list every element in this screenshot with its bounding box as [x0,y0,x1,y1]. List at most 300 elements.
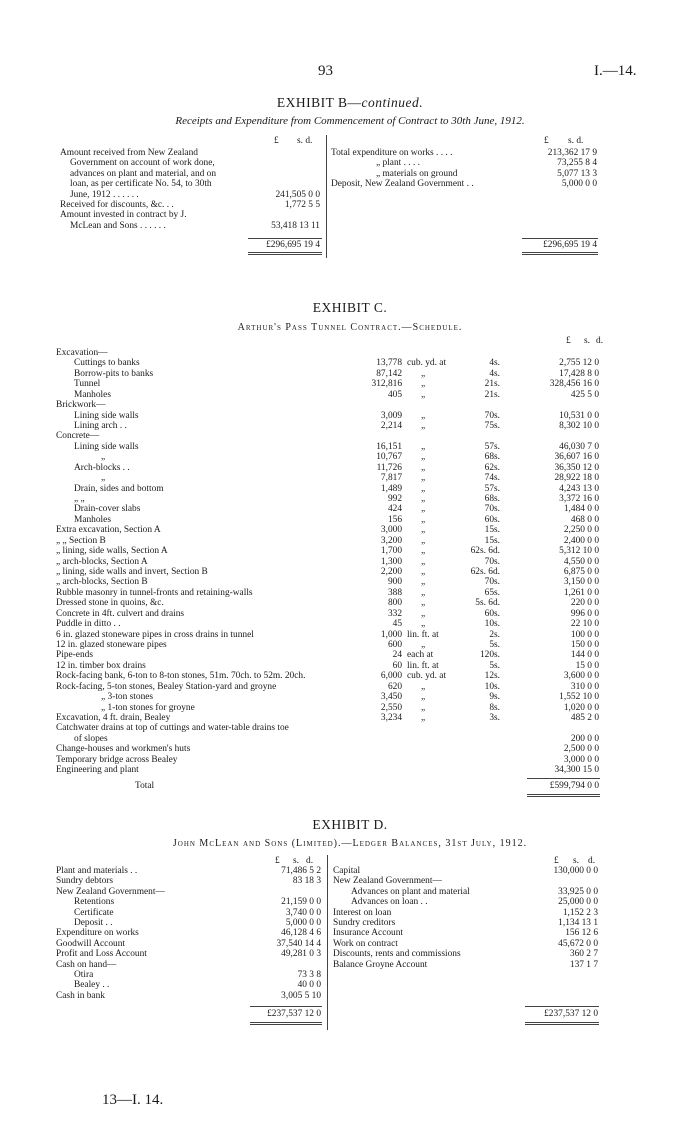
exc-row [0,411,700,422]
exc-row-rate: 70s. [484,504,500,515]
exc-row-amount: 15 0 0 [575,660,599,671]
exc-row [0,431,700,442]
exc-row-unit: each at [407,650,434,661]
exc-row-label: „ 1-ton stones for groyne [101,702,195,713]
exd-left-amount: 37,540 14 4 [276,938,321,949]
exb-left-line: Received for discounts, &c. . . [60,200,174,210]
exc-row-unit: „ [421,577,426,588]
exc-row-amount: 4,550 0 0 [563,556,599,567]
exc-row-qty: 800 [387,598,402,609]
exd-right-row [330,949,700,960]
exc-row-rate: 57s. [484,483,500,494]
exc-row-amount: 36,350 12 0 [554,462,599,473]
exd-right-row [330,960,700,971]
exc-row [0,723,700,734]
exc-row-unit: „ [421,525,426,536]
exc-row-unit: „ [421,504,426,515]
exc-row-amount: 2,755 12 0 [559,358,599,369]
exd-right-total: £237,537 12 0 [544,1009,598,1019]
exc-row-label: 6 in. glazed stoneware pipes in cross drains in tunnel [56,629,254,640]
exd-left-label: Bealey . . [74,980,110,991]
exc-row-unit: „ [421,567,426,578]
exc-total-amount: £599,794 0 0 [549,780,599,791]
exb-left-line: Amount received from New Zealand [60,148,198,158]
exd-right-row [330,928,700,939]
exc-row-label: 12 in. glazed stoneware pipes [56,640,167,651]
exb-left-sd-head: s. d. [297,136,313,146]
exd-left-amount: 71,486 5 2 [281,866,321,876]
exc-row-label: Excavation— [56,348,108,358]
exc-row-qty: 3,200 [380,535,402,546]
exc-row-amount: 10,531 0 0 [559,410,599,421]
exc-row-qty: 332 [387,608,402,619]
exc-row-unit: „ [421,452,426,463]
exd-left-label: Otira [74,970,94,980]
exc-row-qty: 900 [387,577,402,588]
exd-left-label: Cash on hand— [56,959,117,970]
exc-pound-head: £ [566,336,571,346]
exc-row-unit: „ [421,389,426,400]
exc-row-label: Lining arch . . [74,421,127,431]
exd-left-row [0,866,330,877]
exb-right-rule [522,238,598,239]
exc-row-unit: „ [421,713,426,724]
exb-left-total: £296,695 19 4 [266,240,320,250]
exc-row-qty: 3,234 [380,713,402,724]
exc-row-rate: 74s. [484,473,500,484]
exd-right-label: Interest on loan [333,907,392,918]
exc-row [0,567,700,578]
exc-row-amount: 1,020 0 0 [563,702,599,713]
exd-divider [327,855,328,1030]
exb-left-amount: 1,772 5 5 [284,200,320,210]
exd-left-row [0,897,330,908]
exc-row-label: Borrow-pits to banks [74,368,154,379]
exb-right-sd-head: s. d. [568,136,584,146]
exc-row-qty: 620 [387,681,402,692]
exc-row-rate: 60s. [484,514,500,525]
exc-row [0,609,700,620]
exc-row-qty: 45 [392,619,402,630]
exd-left-d-head: d. [306,856,314,866]
exc-row-unit: „ [421,535,426,546]
exc-row-label: 12 in. timber box drains [56,660,146,671]
exc-row-label: Change-houses and workmen's huts [56,744,191,755]
exb-right-amount: 5,077 13 3 [557,168,597,179]
exd-left-row [0,970,330,981]
exc-row-label: Drain, sides and bottom [74,483,164,494]
exc-row-qty: 1,300 [380,556,402,567]
page-signature: 13—I. 14. [102,1092,164,1108]
exc-row-label: „ [101,473,106,484]
exd-left-row [0,939,330,950]
exc-row-amount: 150 0 0 [570,640,599,651]
exd-left-label: Goodwill Account [56,938,126,949]
exd-right-amount: 130,000 0 0 [553,866,598,876]
exd-left-label: Sundry debtors [56,876,114,887]
exd-right-row [330,939,700,950]
exb-left-amount: 241,505 0 0 [275,189,320,200]
exc-row-qty: 1,000 [380,629,402,640]
exc-row-label: Puddle in ditto . . [56,619,121,630]
exd-right-label: Sundry creditors [333,918,396,928]
exc-row-label: Dressed stone in quoins, &c. [56,598,164,609]
exd-right-amount: 137 1 7 [569,959,598,970]
exc-row-unit: „ [421,702,426,713]
exc-row-unit: „ [421,368,426,379]
exc-row-label: „ lining, side walls, Section A [56,546,168,557]
exd-right-label: Insurance Account [333,928,404,939]
exc-row-label: of slopes [74,733,108,744]
paper-reference: I.—14. [594,63,637,79]
exd-right-amount: 45,672 0 0 [558,938,598,949]
exc-row-rate: 70s. [484,556,500,567]
exc-row-qty: 13,778 [376,358,402,369]
exc-row-label: Pipe-ends [56,650,93,661]
exb-right-line: Total expenditure on works . . . . [331,148,453,158]
exd-left-amount: 3,740 0 0 [285,907,321,918]
exc-row-rate: 15s. [484,525,500,536]
exd-left-row [0,918,330,929]
exd-right-label: Advances on loan . . [351,897,428,908]
exc-row-amount: 36,607 16 0 [554,452,599,463]
exc-row-amount: 3,000 0 0 [563,754,599,765]
exc-row-rate: 68s. [484,452,500,463]
exc-row-unit: „ [421,483,426,494]
exc-row-rate: 10s. [484,619,500,630]
exhibit-d-title: EXHIBIT D. [312,817,388,832]
exc-row-label: „ lining, side walls and invert, Section B [56,567,208,578]
exd-left-amount: 40 0 0 [297,980,321,991]
exc-row-amount: 2,500 0 0 [563,744,599,755]
exb-right-amount: 5,000 0 0 [561,179,597,190]
exd-left-row [0,991,330,1002]
exhibit-b-subtitle: Receipts and Expenditure from Commencement of Contract to 30th June, 1912. [175,115,525,127]
exd-right-amount: 25,000 0 0 [558,897,598,908]
exc-row-label: Temporary bridge across Bealey [56,754,178,765]
exb-right-line: Deposit, New Zealand Government . . [331,179,474,190]
exc-row [0,421,700,432]
exc-row [0,588,700,599]
exd-right-label: Work on contract [333,938,398,949]
exb-left-line: Government on account of work done, [70,158,215,169]
exc-row-amount: 22 10 0 [570,619,599,630]
exc-row-rate: 21s. [484,389,500,400]
exd-left-amount: 73 3 8 [297,970,321,980]
exc-row-label: Concrete in 4ft. culvert and drains [56,608,185,619]
exc-row-qty: 312,816 [371,379,402,390]
exc-row-amount: 28,922 18 0 [554,473,599,484]
exc-row-amount: 425 5 0 [570,389,599,400]
exd-left-row [0,876,330,887]
exc-row-rate: 4s. [489,358,500,369]
exd-right-label: Advances on plant and material [351,886,470,897]
exc-row-qty: 388 [387,587,402,598]
exc-row-qty: 24 [392,650,402,661]
exc-row [0,369,700,380]
exc-row-amount: 144 0 0 [570,650,599,661]
exhibit-b-title-text: EXHIBIT B— [276,95,362,110]
exc-row-amount: 3,600 0 0 [563,671,599,682]
exc-row-unit: „ [421,556,426,567]
exc-row-label: Manholes [74,514,111,525]
exc-row-unit: „ [421,619,426,630]
exc-row-unit: „ [421,421,426,431]
exc-row-qty: 156 [387,514,402,525]
exc-row [0,348,700,359]
exd-right-amount: 156 12 6 [565,928,598,939]
exd-right-dbl2 [525,1024,599,1025]
exc-row-label: Drain-cover slabs [74,504,141,515]
exc-row-qty: 1,489 [380,483,402,494]
exc-row [0,463,700,474]
exd-left-amount: 83 18 3 [292,876,321,887]
exc-row-amount: 1,261 0 0 [563,587,599,598]
exb-left-amount: 53,418 13 11 [271,220,320,231]
exd-left-amount: 49,281 0 3 [281,949,321,960]
exd-right-label: Balance Groyne Account [333,959,428,970]
exc-row [0,390,700,401]
exc-row [0,494,700,505]
exc-d-head: d. [596,336,604,346]
exc-row [0,504,700,515]
exc-row-amount: 34,300 15 0 [554,765,599,776]
exc-row-qty: 87,142 [376,368,402,379]
exc-row [0,744,700,755]
exd-left-amount: 3,005 5 10 [281,990,321,1001]
exc-row-label: „ arch-blocks, Section B [56,577,148,588]
exd-right-row [330,897,700,908]
exd-right-row [330,866,700,877]
exd-left-row [0,908,330,919]
exc-row-label: Lining side walls [74,441,139,452]
exc-row-rate: 4s. [489,368,500,379]
exc-row [0,577,700,588]
exc-row-label: Rock-facing, 5-ton stones, Bealey Station-yard and groyne [56,681,277,692]
exc-row-label: Excavation, 4 ft. drain, Bealey [56,713,171,724]
exd-right-row [330,876,700,887]
exb-right-line: „ materials on ground [376,168,458,179]
exc-row-qty: 16,151 [376,441,402,452]
exc-row-amount: 3,372 16 0 [559,494,599,505]
exc-row-rate: 62s. 6d. [470,546,500,557]
exd-left-row [0,887,330,898]
exc-row-unit: „ [421,598,426,609]
exc-row-amount: 2,250 0 0 [563,525,599,536]
exc-row [0,671,700,682]
exc-s-head: s. [584,336,590,346]
exc-row [0,692,700,703]
exb-left-line: advances on plant and material, and on [70,168,217,179]
exc-row-qty: 2,550 [380,702,402,713]
exd-right-row [330,887,700,898]
exc-row-unit: cub. yd. at [407,671,447,682]
exd-left-row [0,980,330,991]
exd-left-label: Cash in bank [56,990,105,1001]
exb-right-amount: 213,362 17 9 [547,148,597,158]
exb-right-total: £296,695 19 4 [543,240,597,250]
exc-row-amount: 1,552 10 0 [559,692,599,703]
exd-right-row [330,918,700,929]
exd-left-row [0,928,330,939]
exc-row [0,640,700,651]
exc-row [0,515,700,526]
exd-left-label: Deposit . . [74,918,113,928]
exc-row-amount: 17,428 8 0 [559,368,599,379]
exc-row-label: „ arch-blocks, Section A [56,556,148,567]
exc-row-amount: 468 0 0 [570,514,599,525]
exc-row [0,682,700,693]
exc-row-rate: 57s. [484,441,500,452]
exc-row-amount: 46,030 7 0 [559,441,599,452]
exc-row-qty: 424 [387,504,402,515]
exc-row-qty: 3,000 [380,525,402,536]
exc-row [0,358,700,369]
exc-row-qty: 7,817 [380,473,402,484]
exhibit-b-title-cont: continued. [361,95,424,110]
exc-row [0,703,700,714]
exc-row-unit: „ [421,494,426,505]
exc-row-qty: 2,214 [380,421,402,431]
exc-row-unit: „ [421,473,426,484]
exd-right-row [330,908,700,919]
exc-row-rate: 5s. 6d. [475,598,500,609]
exc-row-rate: 62s. [484,462,500,473]
exc-row-unit: „ [421,462,426,473]
exc-row [0,765,700,776]
exc-row-qty: 3,450 [380,692,402,703]
exc-row-label: „ „ Section B [56,535,106,546]
exc-row-label: „ 3-ton stones [101,692,154,703]
exc-row [0,379,700,390]
exc-row-rate: 10s. [484,681,500,692]
exd-left-amount: 21,159 0 0 [281,897,321,908]
exb-right-dbl2 [522,254,598,255]
exb-left-line: Amount invested in contract by J. [60,210,187,221]
exc-row-amount: 8,302 10 0 [559,421,599,431]
exc-row-amount: 6,875 0 0 [563,567,599,578]
exb-right-amount: 73,255 8 4 [557,158,597,169]
exc-row-unit: cub. yd. at [407,358,447,369]
exc-row-amount: 220 0 0 [570,598,599,609]
exc-row-label: Concrete— [56,431,100,442]
exc-row [0,630,700,641]
exc-row-amount: 1,484 0 0 [563,504,599,515]
exd-left-label: Expenditure on works [56,928,139,939]
exc-row-amount: 485 2 0 [570,713,599,724]
exhibit-d-subtitle: John McLean and Sons (Limited).—Ledger Balances, 31st July, 1912. [172,838,528,849]
exc-row-qty: 60 [392,660,402,671]
exd-left-dbl1 [250,1022,322,1023]
exc-row-rate: 3s. [489,713,500,724]
exc-row [0,755,700,766]
exd-left-dbl2 [250,1024,322,1025]
exc-row-qty: 405 [387,389,402,400]
exc-row-amount: 310 0 0 [570,681,599,692]
exc-row-unit: „ [421,608,426,619]
exc-row-rate: 5s. [489,660,500,671]
exd-left-label: Plant and materials . . [56,866,138,876]
exc-row-label: Brickwork— [56,400,106,411]
exc-total-rule [527,778,600,779]
exhibit-c-subtitle: Arthur's Pass Tunnel Contract.—Schedule. [237,322,463,333]
exd-left-label: New Zealand Government— [56,886,165,897]
exc-row-rate: 15s. [484,535,500,546]
exc-row-rate: 68s. [484,494,500,505]
page-number: 93 [318,63,333,79]
exc-row-amount: 5,312 10 0 [559,546,599,557]
exc-row-label: Arch-blocks . . [74,462,130,473]
exc-row-rate: 9s. [489,692,500,703]
exc-row [0,598,700,609]
exc-row [0,484,700,495]
exc-row-rate: 5s. [489,640,500,651]
exc-row [0,473,700,484]
exc-row [0,650,700,661]
exc-row [0,619,700,630]
exd-right-label: Discounts, rents and commissions [333,949,461,960]
exc-row-qty: 11,726 [376,462,402,473]
exc-row-label: Rubble masonry in tunnel-fronts and retaining-walls [56,587,253,598]
exd-left-label: Profit and Loss Account [56,949,147,960]
exc-row [0,546,700,557]
exd-right-s-head: s. [573,856,579,866]
exd-left-amount: 46,128 4 6 [281,928,321,939]
exc-row-label: Manholes [74,389,111,400]
exd-left-rule [250,1006,322,1007]
exc-row-amount: 3,150 0 0 [563,577,599,588]
exc-row-qty: 3,009 [380,410,402,421]
exb-left-line: loan, as per certificate No. 54, to 30th [70,179,212,190]
exc-row-rate: 8s. [489,702,500,713]
exc-row-amount: 2,400 0 0 [563,535,599,546]
exc-row-label: Tunnel [74,379,101,390]
exb-right-pound-head: £ [544,136,549,146]
exc-total-dbl2 [527,796,600,797]
exc-row-unit: „ [421,546,426,557]
exc-row-qty: 1,700 [380,546,402,557]
exc-row [0,536,700,547]
exc-row-rate: 65s. [484,587,500,598]
exc-row [0,525,700,536]
exc-total-label: Total [135,780,155,791]
exc-row [0,452,700,463]
exd-right-amount: 33,925 0 0 [558,886,598,897]
exb-left-pound-head: £ [274,136,279,146]
exc-row-qty: 2,200 [380,567,402,578]
exd-left-total: £237,537 12 0 [267,1009,321,1019]
exc-row-amount: 996 0 0 [570,608,599,619]
exb-left-dbl1 [248,252,322,253]
exc-row-unit: lin. ft. at [407,629,439,640]
exd-left-row [0,949,330,960]
exc-row-label: „ „ [74,494,85,505]
exc-row-label: Catchwater drains at top of cuttings and water-table drains toe [56,723,289,734]
exc-row-rate: 60s. [484,608,500,619]
exc-row-unit: „ [421,410,426,421]
exc-row-rate: 2s. [489,629,500,640]
exc-row-rate: 21s. [484,379,500,390]
exc-row-unit: „ [421,514,426,525]
exc-row-label: Engineering and plant [56,765,139,776]
exc-row-rate: 70s. [484,577,500,588]
exc-row-rate: 12s. [484,671,500,682]
exc-total-dbl1 [527,794,600,795]
exc-row-qty: 600 [387,640,402,651]
exb-right-line: „ plant . . . . [376,158,421,169]
exc-row-rate: 70s. [484,410,500,421]
exb-divider [326,135,327,258]
